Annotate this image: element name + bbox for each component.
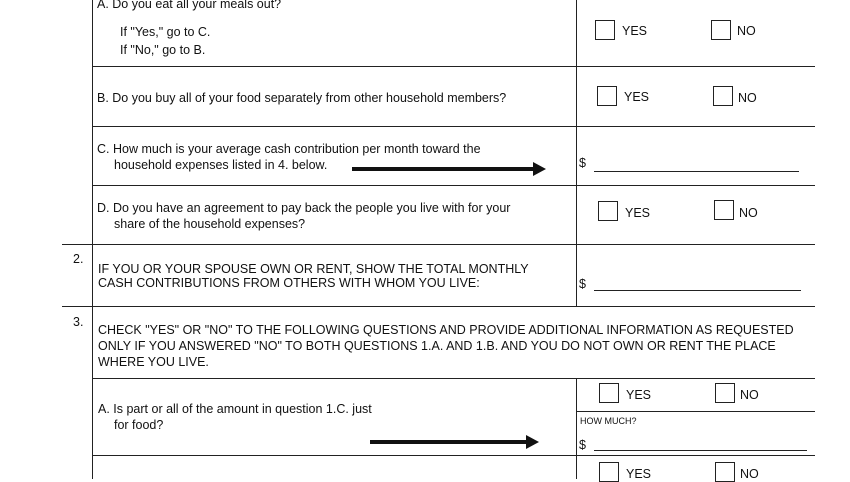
q3a-how-much-divider [576,411,815,412]
q2-text-line1: IF YOU OR YOUR SPOUSE OWN OR RENT, SHOW THE TOTAL MONTHLY [98,262,529,276]
q1b-no-checkbox[interactable] [713,86,733,106]
q1a-yes-note: If "Yes," go to C. [120,25,211,39]
q3a-text-line1: A. Is part or all of the amount in question 1.C. just [98,402,372,416]
q3a-no-checkbox[interactable] [715,383,735,403]
q1c-arrow-icon [533,162,546,176]
q1c-amount-field[interactable] [594,165,799,172]
q1c-text-line1: C. How much is your average cash contribution per month toward the [97,142,481,156]
q1c-text-line2: household expenses listed in 4. below. [114,158,328,172]
q1a-no-label: NO [737,24,756,38]
q3a-arrow-shaft [370,440,528,444]
q1a-no-checkbox[interactable] [711,20,731,40]
q3a-arrow-icon [526,435,539,449]
q3a-how-much-label: HOW MUCH? [580,416,637,426]
q3-text-line3: WHERE YOU LIVE. [98,355,209,369]
row-divider-1d [62,244,815,245]
answer-column-divider-3 [576,378,577,479]
q3a-amount-field[interactable] [594,444,807,451]
q3a-text-line2: for food? [114,418,164,432]
q1d-text-line2: share of the household expenses? [114,217,306,231]
q1a-yes-checkbox[interactable] [595,20,615,40]
q1b-no-label: NO [738,91,757,105]
q3-number: 3. [73,315,84,329]
q1a-yes-label: YES [622,24,648,38]
q2-number: 2. [73,252,84,266]
q3a-currency: $ [579,438,586,452]
q3b-yes-checkbox[interactable] [599,462,619,482]
q1d-no-label: NO [739,206,758,220]
row-divider-1b [92,126,815,127]
answer-column-divider-2 [576,244,577,306]
row-divider-2 [62,306,815,307]
q1d-no-checkbox[interactable] [714,200,734,220]
answer-column-divider [576,0,577,244]
q1d-yes-label: YES [625,206,651,220]
q1a-text: A. Do you eat all your meals out? [97,0,282,11]
q2-amount-field[interactable] [594,284,801,291]
q1c-currency: $ [579,156,586,170]
q3b-no-label: NO [740,467,759,481]
q3-text-line2: ONLY IF YOU ANSWERED "NO" TO BOTH QUESTIONS 1.A. AND 1.B. AND YOU DO NOT OWN OR RENT THE PLACE [98,339,776,353]
q3b-no-checkbox[interactable] [715,462,735,482]
q1b-yes-label: YES [624,90,650,104]
q3a-yes-checkbox[interactable] [599,383,619,403]
left-margin-line [92,0,93,479]
row-divider-3 [92,378,815,379]
q2-text-line2: CASH CONTRIBUTIONS FROM OTHERS WITH WHOM YOU LIVE: [98,276,480,290]
q3a-no-label: NO [740,388,759,402]
q3-text-line1: CHECK "YES" OR "NO" TO THE FOLLOWING QUESTIONS AND PROVIDE ADDITIONAL INFORMATION AS REQUESTED [98,323,794,337]
q3a-yes-label: YES [626,388,652,402]
row-divider-1c [92,185,815,186]
q3b-yes-label: YES [626,467,652,481]
q1a-no-note: If "No," go to B. [120,43,206,57]
q2-currency: $ [579,277,586,291]
q1c-arrow-shaft [352,167,535,171]
row-divider-3a [92,455,815,456]
q1b-yes-checkbox[interactable] [597,86,617,106]
q1d-yes-checkbox[interactable] [598,201,618,221]
row-divider-1a [92,66,815,67]
q1d-text-line1: D. Do you have an agreement to pay back the people you live with for your [97,201,511,215]
q1b-text: B. Do you buy all of your food separately from other household members? [97,91,507,105]
